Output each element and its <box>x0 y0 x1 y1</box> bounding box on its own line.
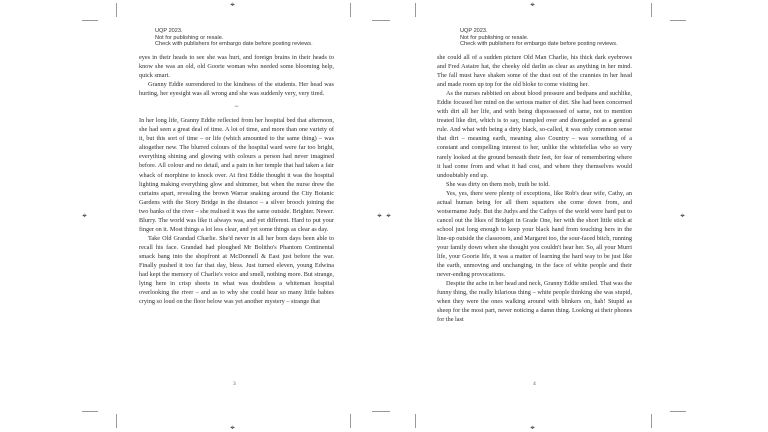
crop-mark <box>651 414 652 428</box>
notice-line: Not for publishing or resale. <box>155 34 224 41</box>
paragraph: As the nurses rabbited on about blood pressure and bedpans and suchlike, Eddie focused her mind on the serious matter of dirt. She had been concerned with dirt all her life, and with being dispossessed of same, not to mention treated like dirt, which is to say, trampled over and disregarded as a general rule. And what with being a dirty black, so-called, it was only common sense that dirt – meaning earth, meaning also Country – was something of a constant and compelling interest to her, unlike the whitefellas who so very rarely looked at the ground beneath their feet, for fear of remembering where it had come from and what it had cost, and where they themselves would undoubtably end up. <box>437 90 632 179</box>
notice-line: UQP 2023. <box>155 28 183 34</box>
crop-mark <box>415 3 416 17</box>
notice-line: Not for publishing or resale. <box>460 34 529 41</box>
paragraph: Despite the ache in her head and neck, Granny Eddie smiled. That was the funny thing, the really hilarious thing – white people thinking she was stupid, when they were the ones walking around with blinkers on, hah! Stupid as sheep for the most part, never noticing a damn thing. Looking at their phones for the last <box>437 280 632 324</box>
crop-mark <box>116 3 117 17</box>
registration-mark-icon: ⌖ <box>82 211 87 220</box>
crop-mark <box>82 20 98 21</box>
paragraph: In her long life, Granny Eddie reflected from her hospital bed that afternoon, she had seen a great deal of time. A lot of time, and more than one variety of it, but this sort of time – or life (which amounted to the same thing) – was altogether new. The blurred colours of the hospital ward were far too bright, everything shining and glowing with colours a person had never imagined before. All colour and no detail, and a pain in her temple that had taken a fair whack of morphine to knock over. At first Eddie thought it was the hospital lighting making everything glow and shimmer, but when the nurse drew the curtains apart, revealing the brown Warrar snaking around the City Botanic Gardens with the Story Bridge in the distance – a silver brooch joining the two banks of the river – she realised it was the same outside. Brighter. Newer. Blurry. The world was like it always was, and yet different. Hard to put your finger on it. Most things a lot less clear, and yet some things as clear as day. <box>139 117 334 233</box>
paragraph: she could all of a sudden picture Old Man Charlie, his thick dark eyebrows and Fred Astaire hat, the cheeky old darlin as clear as anything in her mind. The fall must have shaken some of the dust out of the crannies in her head and made room up top for the old bloke to come visiting her. <box>437 54 632 89</box>
crop-mark <box>415 414 416 428</box>
crop-mark <box>670 411 686 412</box>
paragraph: Take Old Grandad Charlie. She'd never in all her born days been able to recall his face. Grandad had ploughed Mr Bolitho's Phantom Continental smack bang into the shopfront at McDonnell & East just before the war. Finally pushed it too far that day, bless. Just turned eleven, young Edwina had kept the memory of Charlie's voice and smell, nothing more. But strange, lying here in crisp sheets in what was doubtless a whiteman hospital overlooking the river – and as to why she could hear so many little babies crying so loud on the floor below was yet another mystery – strange that <box>139 234 334 306</box>
page-body-text <box>437 53 632 324</box>
crop-mark <box>651 3 652 17</box>
crop-mark <box>372 411 390 412</box>
crop-mark <box>350 3 351 17</box>
registration-mark-icon: ⌖ <box>230 0 235 9</box>
crop-mark <box>82 411 98 412</box>
registration-mark-icon: ⌖ <box>386 211 391 220</box>
paragraph: Granny Eddie surrendered to the kindness of the students. Her head was hurting, her eyesight was all wrong and she was suddenly very, very tired. <box>139 81 334 98</box>
registration-mark-icon: ⌖ <box>377 211 382 220</box>
paragraph: Yes, yes, there were plenty of exceptions, like Rob's dear wife, Cathy, an actual human being for all them squatters she come down from, and wotsername Judy. But the Judys and the Cathys of the world were hard put to cancel out the likes of Bridget in Grade One, her with the short little stick at school just long enough to keep your black hand from touching hers in the line-up outside the classroom, and Margaret too, the sour-faced bitch, running your family down when she thought you couldn't hear her. So, all your Murri life, your Goorie life, it was a matter of learning the hard way to be just like the earth, unmoving and unchanging, in the face of white people and their never-ending provocations. <box>437 189 632 279</box>
crop-mark <box>116 414 117 428</box>
section-separator: ~ <box>234 103 239 112</box>
notice-line: Check with publishers for embargo date before posting reviews. <box>155 41 313 48</box>
page-number: 4 <box>533 381 536 387</box>
crop-mark <box>670 20 686 21</box>
embargo-notice <box>155 28 313 48</box>
registration-mark-icon: ⌖ <box>530 0 535 9</box>
crop-mark <box>372 20 390 21</box>
page-number: 3 <box>233 381 236 387</box>
right-page <box>384 0 768 432</box>
notice-line: Check with publishers for embargo date before posting reviews. <box>460 41 618 48</box>
paragraph: She was dirty on them mob, truth be told. <box>446 180 550 188</box>
embargo-notice <box>460 28 618 48</box>
crop-mark <box>350 414 351 428</box>
paragraph: eyes in their heads to see she was hurt, and foreign brains in their heads to know she was an old, old Goorie woman who needed some blooming help, quick smart. <box>139 54 334 80</box>
page-body-text <box>139 53 334 306</box>
registration-mark-icon: ⌖ <box>530 423 535 432</box>
notice-line: UQP 2023. <box>460 28 488 34</box>
registration-mark-icon: ⌖ <box>230 423 235 432</box>
registration-mark-icon: ⌖ <box>680 211 685 220</box>
